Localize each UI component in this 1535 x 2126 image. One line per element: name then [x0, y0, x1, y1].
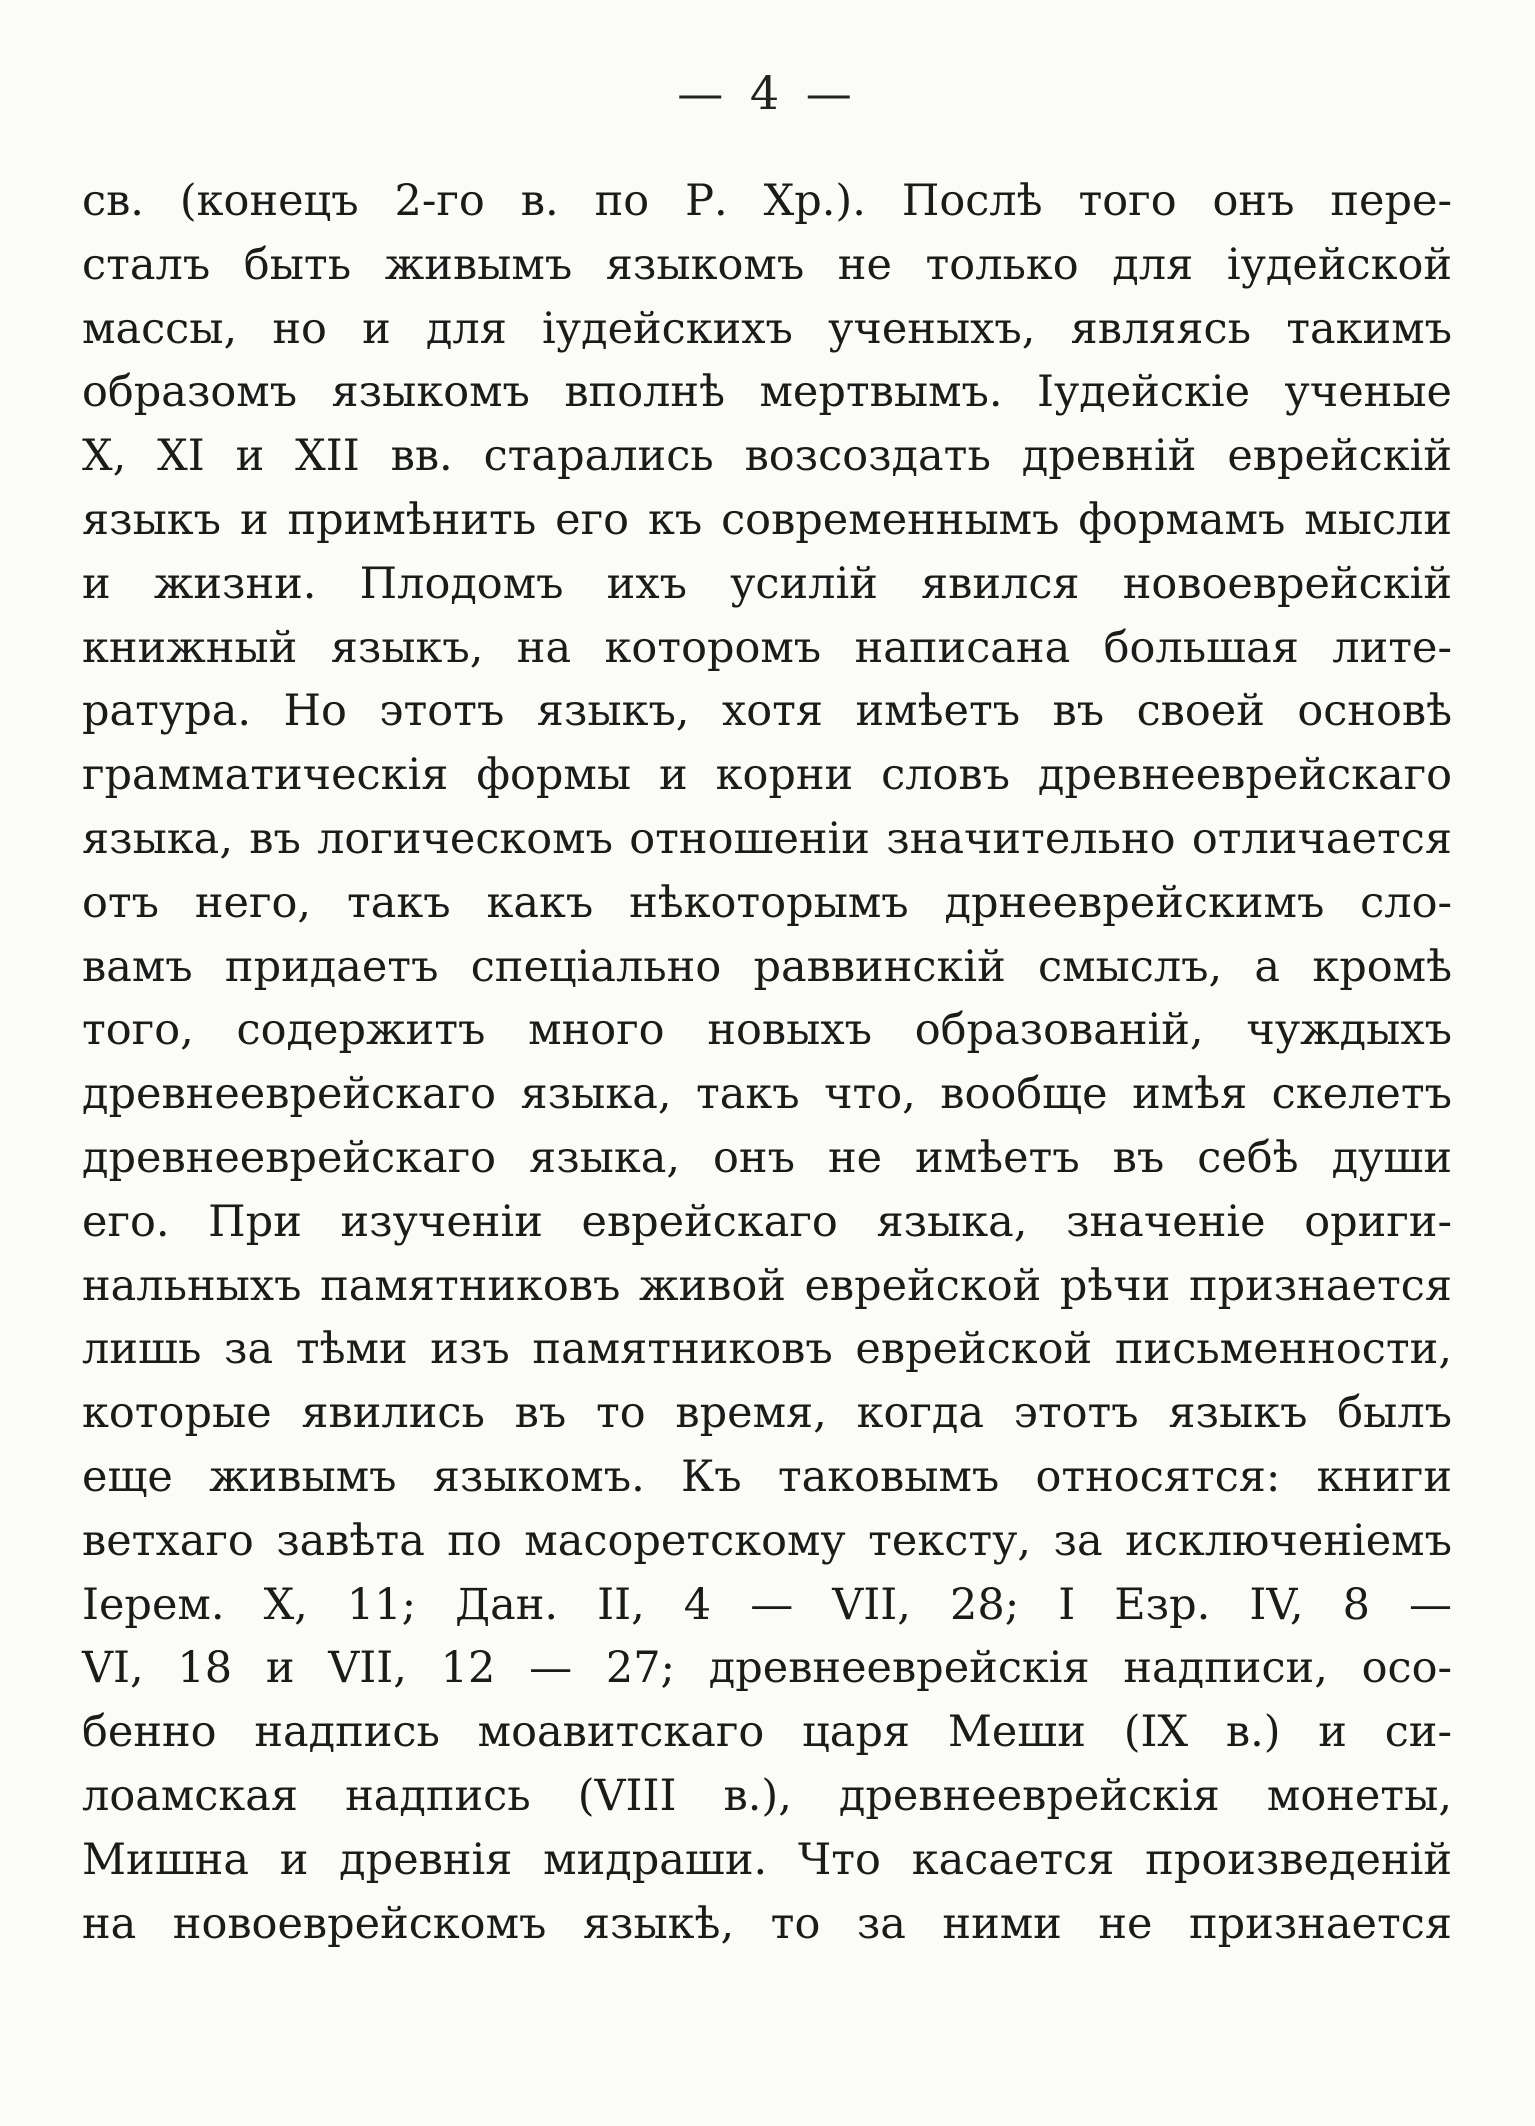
text-line: грамматическія формы и корни словъ древнееврейскаго — [82, 750, 1452, 801]
text-line: языкъ и примѣнить его къ современнымъ формамъ мысли — [82, 494, 1452, 545]
body-text — [82, 170, 1452, 1956]
text-line: которые явились въ то время, когда этотъ языкъ былъ — [82, 1388, 1452, 1439]
text-line: бенно надпись моавитскаго царя Меши (IX в.) и си- — [82, 1707, 1452, 1758]
text-line: нальныхъ памятниковъ живой еврейской рѣчи признается — [82, 1260, 1452, 1311]
text-line: сталъ быть живымъ языкомъ не только для іудейской — [82, 239, 1452, 290]
text-line: на новоеврейскомъ языкѣ, то за ними не признается — [82, 1898, 1452, 1949]
text-line: вамъ придаетъ спеціально раввинскій смыслъ, а кромѣ — [82, 941, 1452, 992]
text-line: Іерем. X, 11; Дан. II, 4 — VII, 28; I Езр. IV, 8 — — [82, 1579, 1452, 1630]
text-line: языка, въ логическомъ отношеніи значительно отличается — [82, 813, 1452, 864]
text-line: ветхаго завѣта по масоретскому тексту, за исключеніемъ — [82, 1515, 1452, 1566]
text-line: св. (конецъ 2-го в. по Р. Хр.). Послѣ того онъ пере- — [82, 176, 1452, 226]
text-line: книжный языкъ, на которомъ написана большая лите- — [82, 622, 1452, 673]
text-line: лоамская надпись (VIII в.), древнееврейскія монеты, — [82, 1770, 1452, 1821]
text-line: его. При изученіи еврейскаго языка, значеніе ориги- — [82, 1196, 1452, 1247]
text-line: образомъ языкомъ вполнѣ мертвымъ. Іудейскіе ученые — [82, 367, 1452, 418]
text-line: еще живымъ языкомъ. Къ таковымъ относятся: книги — [82, 1451, 1452, 1502]
text-line: ратура. Но этотъ языкъ, хотя имѣетъ въ своей основѣ — [82, 686, 1452, 737]
text-line: лишь за тѣми изъ памятниковъ еврейской письменности, — [82, 1324, 1452, 1375]
text-line: древнееврейскаго языка, такъ что, вообще имѣя скелетъ — [82, 1069, 1452, 1120]
text-line: X, XI и XII вв. старались возсоздать древній еврейскій — [82, 431, 1452, 482]
text-line: Мишна и древнія мидраши. Что касается произведеній — [82, 1834, 1452, 1885]
text-line: древнееврейскаго языка, онъ не имѣетъ въ себѣ души — [82, 1132, 1452, 1183]
page-number: — 4 — — [677, 66, 858, 120]
text-line: и жизни. Плодомъ ихъ усилій явился новоеврейскій — [82, 558, 1452, 609]
text-line: VI, 18 и VII, 12 — 27; древнееврейскія надписи, осо- — [82, 1643, 1452, 1694]
text-line: того, содержитъ много новыхъ образованій, чуждыхъ — [82, 1005, 1452, 1056]
text-line: отъ него, такъ какъ нѣкоторымъ дрнееврейскимъ сло- — [82, 877, 1452, 928]
text-line: массы, но и для іудейскихъ ученыхъ, являясь такимъ — [82, 303, 1452, 354]
